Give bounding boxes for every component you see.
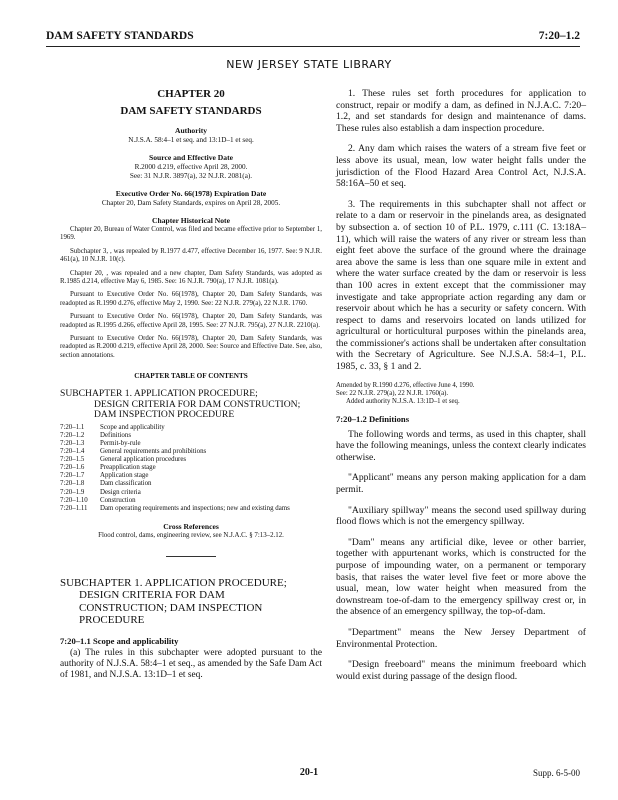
supplement-date: Supp. 6-5-00 (533, 768, 580, 778)
definition: "Dam" means any artificial dike, levee or other barrier, together with appurtenant works, which is constructed for the purpose of impounding water, on a permanent or temporary basis, that raises the water level five feet or more above the usual, mean, low water height when measured from the downstream toe-of-dam to the emergency spillway crest or, in the absence of an emergency spillway, the top-of-dam. (336, 536, 586, 618)
toc-row[interactable] (60, 480, 322, 488)
toc-row[interactable] (60, 472, 322, 480)
body-paragraph: 3. The requirements in this subchapter shall not affect or relate to a dam or reservoir in the pinelands area, as designated by subsection a. of section 10 of P.L. 1979, c.111 (C. 13:18A–11), which will raise the waters of any river or stream less than eight feet above the surface of the ground where the drainage area above the same is less than one square mile in extent and where the water surface created by the dam or reservoir is less than 100 acres in extent except that the commissioner may investigate and take appropriate action regarding any dam or reservoir about which he has a security or safety concern. With respect to dams and reservoirs located on lands utilized for agricultural or horticultural purposes within the pinelands area, the commissioner's actions shall be undertaken after consultation with the Secretary of Agriculture. See N.J.S.A. 58:4–1, P.L. 1985, c. 33, § 1 and 2. (336, 198, 586, 373)
section-heading-1-1: 7:20–1.1 Scope and applicability (60, 636, 179, 647)
toc-num: 7:20–1.3 (60, 439, 85, 447)
toc-row[interactable] (60, 432, 322, 440)
hist-para: Pursuant to Executive Order No. 66(1978), Chapter 20, Dam Safety Standards, was readopted as R.1995 d.266, effective April 28, 1995. See: 27 N.J.R. 795(a), 27 N.J.R. 2210(a). (60, 313, 322, 329)
toc-title-text: General requirements and prohibitions (100, 448, 207, 456)
toc-sub-line: DAM INSPECTION PROCEDURE (94, 409, 235, 421)
cross-references-text: Flood control, dams, engineering review, see N.J.A.C. § 7:13–2.12. (98, 531, 284, 539)
subch-line: CONSTRUCTION; DAM INSPECTION (79, 601, 263, 614)
toc-num: 7:20–1.6 (60, 464, 85, 472)
library-stamp: NEW JERSEY STATE LIBRARY (226, 58, 392, 71)
toc-title-text: Dam classification (100, 480, 152, 488)
hist-para: Subchapter 3, , was repealed by R.1977 d.477, effective December 16, 1977. See: 9 N.J.R. 461(a), 10 N.J.R. 10(c). (60, 247, 322, 264)
definition: "Design freeboard" means the minimum freeboard which would exist during passage of the design flood. (336, 659, 586, 682)
authority-text: N.J.S.A. 58:4–1 et seq. and 13:1D–1 et seq. (128, 136, 254, 144)
toc-num: 7:20–1.8 (60, 480, 85, 488)
body-paragraph: 1. These rules set forth procedures for application to construct, repair or modify a dam, as defined in N.J.A.C. 7:20–1.2, and set standards for design and maintenance of dams. These rules also establish a dam inspection procedure. (336, 88, 586, 134)
toc-row[interactable] (60, 489, 322, 497)
cross-references-heading: Cross References (163, 521, 219, 531)
subchapter-heading (60, 577, 322, 626)
amendment-note (336, 382, 586, 406)
source-heading: Source and Effective Date (148, 153, 233, 162)
toc-row[interactable] (60, 505, 322, 513)
toc-row[interactable] (60, 440, 322, 448)
toc-num: 7:20–1.7 (60, 472, 85, 480)
toc-num: 7:20–1.2 (60, 431, 85, 439)
right-column (336, 88, 586, 691)
chapter-number: CHAPTER 20 (157, 88, 225, 100)
exec-order-text: Chapter 20, Dam Safety Standards, expires on April 28, 2005. (101, 199, 281, 207)
hist-para: Chapter 20, Bureau of Water Control, was filed and became effective prior to September 1, 1969. (60, 226, 322, 242)
subch-line: SUBCHAPTER 1. APPLICATION PROCEDURE; (60, 577, 287, 590)
subch-line: DESIGN CRITERIA FOR DAM (79, 589, 225, 602)
source-text-1: R.2000 d.219, effective April 28, 2000. (134, 163, 248, 171)
table-of-contents (60, 424, 322, 513)
toc-num: 7:20–1.11 (60, 504, 88, 512)
left-column (60, 88, 322, 682)
page-number: 20-1 (299, 767, 319, 778)
running-header (46, 30, 580, 42)
header-section: 7:20–1.2 (538, 30, 580, 42)
toc-title-text: Construction (100, 496, 136, 504)
toc-title-text: Permit-by-rule (100, 439, 141, 447)
definitions-intro: The following words and terms, as used in this chapter, shall have the following meanings, unless the context clearly indicates otherwise. (336, 428, 586, 463)
toc-title-text: General application procedures (100, 456, 187, 464)
toc-title-text: Definitions (100, 431, 132, 439)
toc-title-text: Dam operating requirements and inspections; new and existing dams (100, 504, 290, 512)
toc-row[interactable] (60, 497, 322, 505)
hist-para: Pursuant to Executive Order No. 66(1978), Chapter 20, Dam Safety Standards, was readopted as R.1990 d.276, effective May 2, 1990. See: 22 N.J.R. 279(a), 22 N.J.R. 1760. (60, 291, 322, 307)
definition: "Applicant" means any person making application for a dam permit. (336, 472, 586, 496)
toc-num: 7:20–1.9 (60, 488, 85, 496)
toc-row[interactable] (60, 448, 322, 456)
historical-note (60, 226, 322, 360)
header-title: DAM SAFETY STANDARDS (46, 30, 194, 42)
section-divider (166, 556, 216, 557)
toc-title-text: Application stage (100, 472, 149, 480)
toc-num: 7:20–1.10 (60, 496, 88, 504)
toc-num: 7:20–1.4 (60, 448, 85, 456)
body-paragraph: 2. Any dam which raises the waters of a stream five feet or less above its usual, mean, low water height falls under the jurisdiction of the Flood Hazard Area Control Act, N.J.S.A. 58:16A–50 et seq. (336, 143, 586, 190)
chapter-title: DAM SAFETY STANDARDS (120, 105, 262, 117)
toc-row[interactable] (60, 456, 322, 464)
amend-line: Amended by R.1990 d.276, effective June 4, 1990. (336, 381, 475, 389)
toc-subchapter-heading (60, 389, 322, 421)
toc-title: CHAPTER TABLE OF CONTENTS (134, 372, 248, 381)
authority-heading: Authority (174, 126, 208, 135)
toc-row[interactable] (60, 464, 322, 472)
definition: "Department" means the New Jersey Department of Environmental Protection. (336, 626, 586, 650)
hist-para: Chapter 20, , was repealed and a new chapter, Dam Safety Standards, was adopted as R.1985 d.214, effective May 6, 1985. See: 16 N.J.R. 790(a), 17 N.J.R. 1081(a). (60, 269, 322, 286)
toc-row[interactable] (60, 424, 322, 432)
toc-title-text: Design criteria (100, 488, 141, 496)
header-rule (46, 46, 580, 47)
section-body: (a) The rules in this subchapter were adopted pursuant to the authority of N.J.S.A. 58:4–1 et seq., as amended by the Safe Dam Act of 1981, and N.J.S.A. 13:1D–1 et seq. (60, 648, 322, 681)
toc-sub-line: SUBCHAPTER 1. APPLICATION PROCEDURE; (60, 388, 258, 400)
toc-title-text: Preapplication stage (100, 464, 156, 472)
toc-sub-line: DESIGN CRITERIA FOR DAM CONSTRUCTION; (94, 398, 301, 410)
amend-line: See: 22 N.J.R. 279(a), 22 N.J.R. 1760(a). (336, 389, 449, 397)
source-text-2: See: 31 N.J.R. 3897(a), 32 N.J.R. 2081(a). (129, 172, 253, 180)
toc-title-text: Scope and applicability (100, 423, 165, 431)
exec-order-heading: Executive Order No. 66(1978) Expiration Date (115, 189, 267, 198)
definition: "Auxiliary spillway" means the second used spillway during flood flows which is not the emergency spillway. (336, 504, 586, 528)
toc-num: 7:20–1.5 (60, 456, 85, 464)
historical-note-heading: Chapter Historical Note (152, 216, 230, 225)
hist-para: Pursuant to Executive Order No. 66(1978), Chapter 20, Dam Safety Standards, was readopted as R.2000 d.219, effective April 28, 2000. See: Source and Effective Date. See, also, section annotations. (60, 335, 322, 359)
toc-num: 7:20–1.1 (60, 423, 85, 431)
amend-line: Added authority N.J.S.A. 13:1D–1 et seq. (346, 397, 460, 405)
subch-line: PROCEDURE (79, 613, 145, 626)
section-heading-1-2: 7:20–1.2 Definitions (336, 413, 410, 424)
